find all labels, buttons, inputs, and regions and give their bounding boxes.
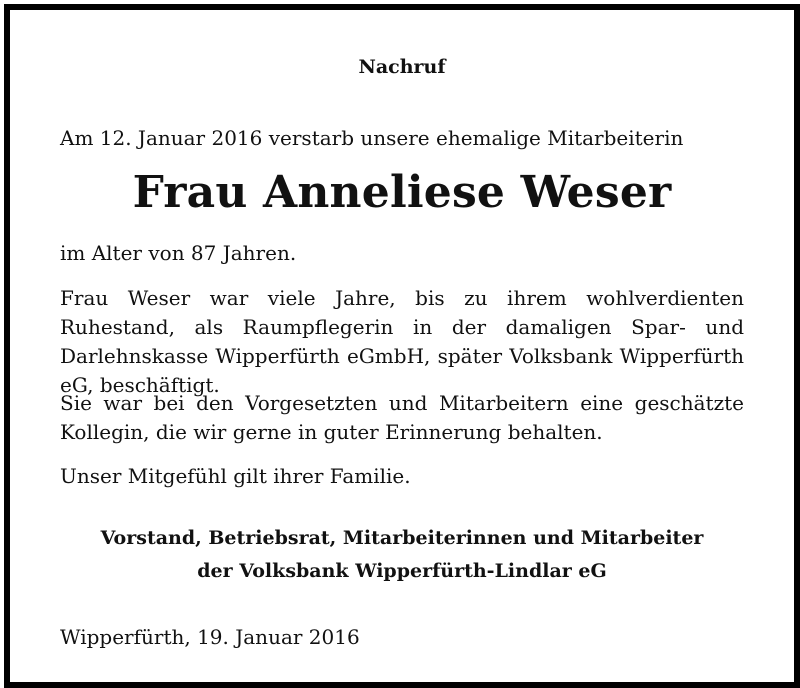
sender-line: Vorstand, Betriebsrat, Mitarbeiterinnen und Mitarbeiter <box>100 527 704 549</box>
notice-heading: Nachruf <box>358 56 446 78</box>
paragraph-employment: Frau Weser war viele Jahre, bis zu ihrem wohlverdienten Ruhestand, als Raumpflegerin in der damaligen Spar- und Darlehnskasse Wipperfürth eGmbH, später Volksbank Wipperfürth eG, beschäftigt. <box>60 286 744 397</box>
place-date: Wipperfürth, 19. Januar 2016 <box>60 625 360 649</box>
obituary-content <box>60 10 744 682</box>
age-line: im Alter von 87 Jahren. <box>60 241 297 265</box>
obituary-frame <box>4 4 800 688</box>
paragraph-colleague: Sie war bei den Vorgesetzten und Mitarbeitern eine geschätzte Kollegin, die wir gerne in guter Erinnerung behalten. <box>60 391 744 444</box>
paragraph-condolence: Unser Mitgefühl gilt ihrer Familie. <box>60 464 411 488</box>
intro-line: Am 12. Januar 2016 verstarb unsere ehemalige Mitarbeiterin <box>60 126 684 150</box>
sender-block <box>60 522 744 588</box>
sender-line: der Volksbank Wipperfürth-Lindlar eG <box>197 560 607 582</box>
deceased-name: Frau Anneliese Weser <box>132 167 672 218</box>
